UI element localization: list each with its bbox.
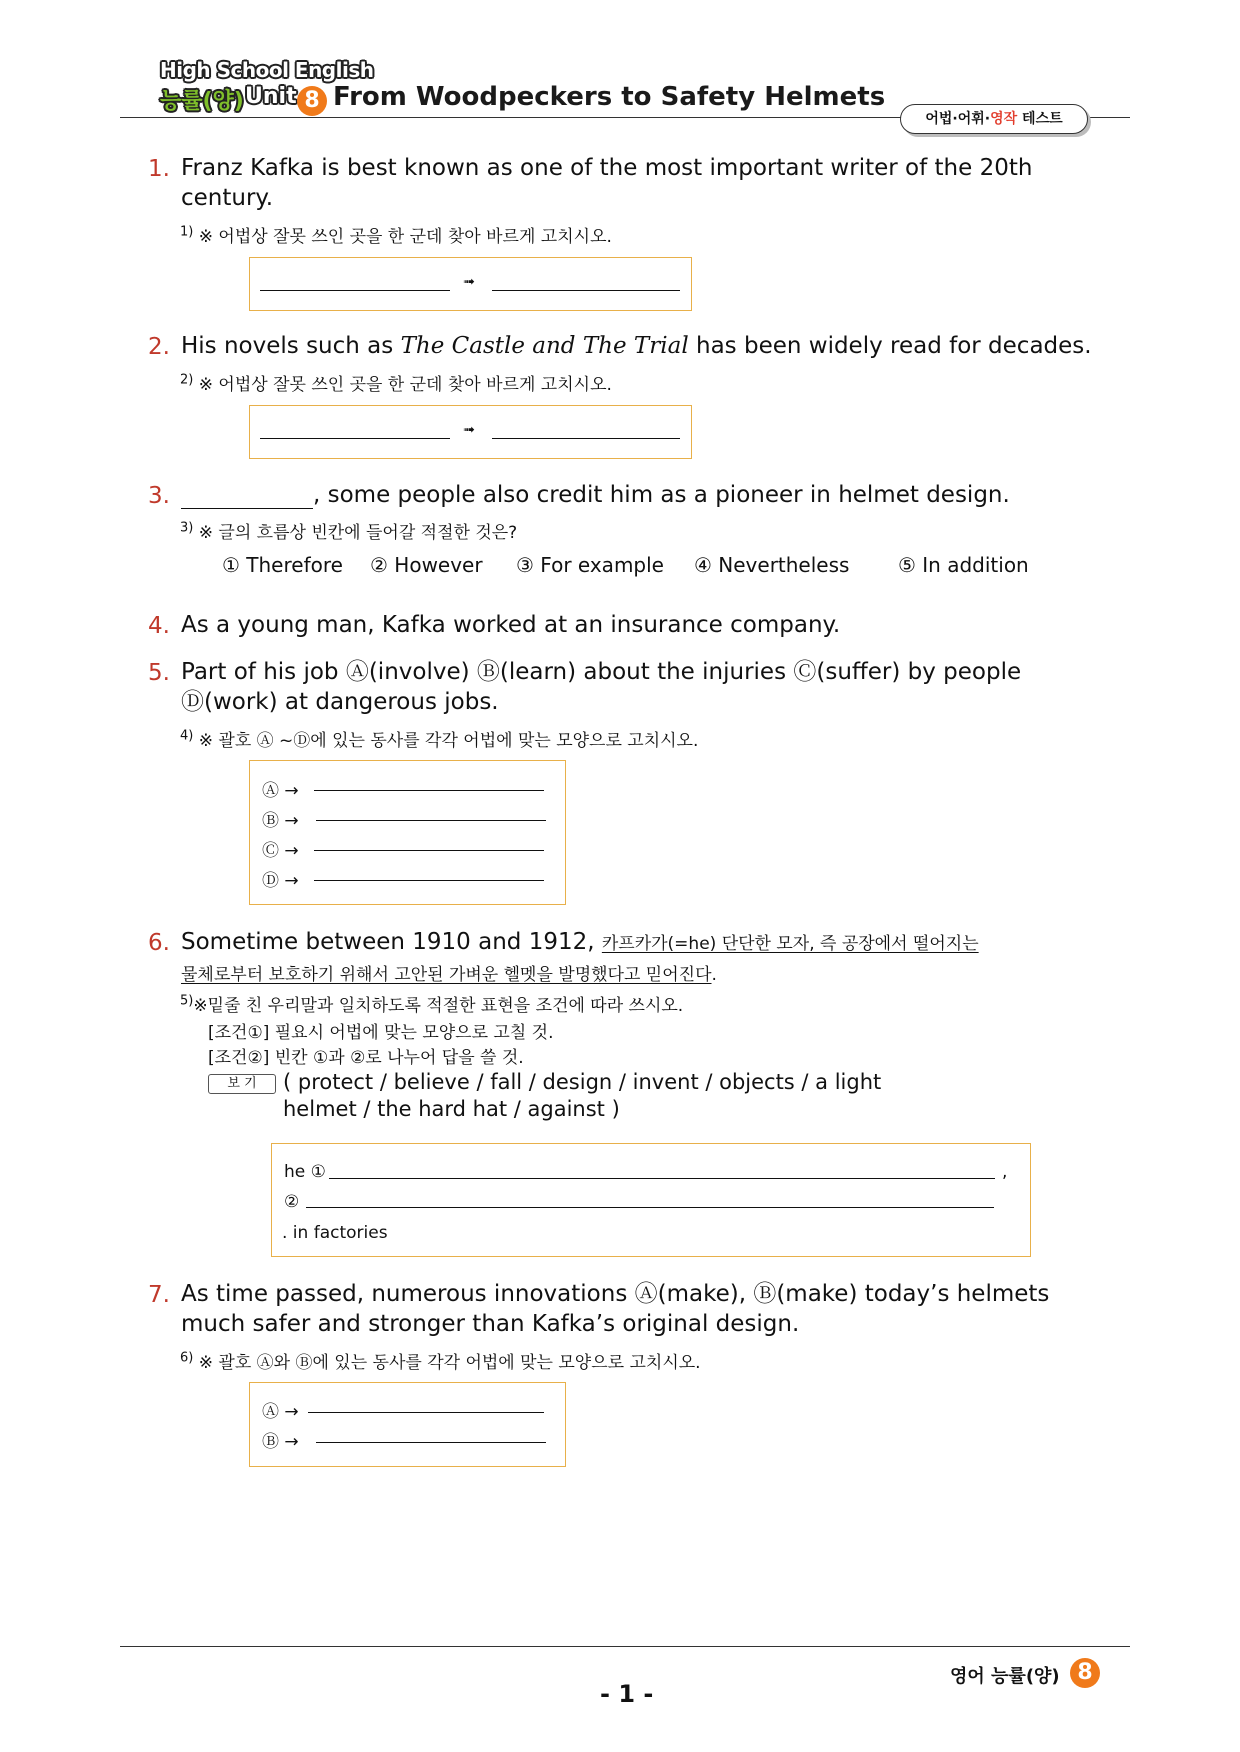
badge-text-1: 어법·어휘· <box>925 111 991 127</box>
q2-answer-box <box>249 405 692 459</box>
q4-number: 4. <box>148 613 170 639</box>
q3-sub-number: 3) <box>180 520 194 536</box>
series-name: High School English <box>160 58 374 82</box>
page-number: - 1 - <box>600 1680 654 1708</box>
q5-instruction-text: ※ 괄호 Ⓐ ~Ⓓ에 있는 동사를 각각 어법에 맞는 모양으로 고치시오. <box>198 731 699 751</box>
footer-divider <box>120 1646 1130 1647</box>
q5-answer-b-label: Ⓑ → <box>262 811 299 831</box>
q4-text: As a young man, Kafka worked at an insurance company. <box>181 612 841 638</box>
q7-sub-number: 6) <box>180 1350 194 1366</box>
q2-text-and: and <box>524 333 583 359</box>
q7-number: 7. <box>148 1282 170 1308</box>
q6-period: . <box>711 965 717 985</box>
q3-number: 3. <box>148 483 170 509</box>
q2-arrow-icon: ➟ <box>463 422 475 438</box>
unit-number-badge: 8 <box>297 86 327 116</box>
q6-answer-1-label: he ① <box>284 1162 326 1182</box>
footer-label: 영어 능률(양) <box>950 1666 1060 1687</box>
q3-option-1[interactable]: ① Therefore <box>222 553 343 577</box>
q2-sub-number: 2) <box>180 372 194 388</box>
q1-correct-blank[interactable] <box>492 274 680 291</box>
q1-number: 1. <box>148 156 170 182</box>
q2-text-after: has been widely read for decades. <box>688 333 1092 359</box>
badge-text-2: 테스트 <box>1017 111 1063 127</box>
q7-answer-a-blank[interactable] <box>308 1396 544 1413</box>
q3-blank[interactable] <box>181 494 313 509</box>
q6-answer-box <box>271 1143 1031 1257</box>
page-title: From Woodpeckers to Safety Helmets <box>333 82 886 112</box>
q2-wrong-blank[interactable] <box>260 422 450 439</box>
q6-condition-2: [조건②] 빈칸 ①과 ②로 나누어 답을 쓸 것. <box>208 1048 524 1068</box>
q5-answer-b-blank[interactable] <box>316 804 546 821</box>
q5-number: 5. <box>148 660 170 686</box>
q1-line1: Franz Kafka is best known as one of the most important writer of the 20th <box>181 155 1033 181</box>
q3-option-2[interactable]: ② However <box>370 553 483 577</box>
q1-instruction-text: ※ 어법상 잘못 쓰인 곳을 한 군데 찾아 바르게 고치시오. <box>198 227 612 247</box>
q6-answer-1-blank[interactable] <box>329 1162 995 1179</box>
q2-number: 2. <box>148 334 170 360</box>
q7-line2: much safer and stronger than Kafka’s original design. <box>181 1311 800 1337</box>
q6-line2 <box>181 960 717 985</box>
q7-answer-b-blank[interactable] <box>316 1426 546 1443</box>
q5-answer-d-blank[interactable] <box>314 864 544 881</box>
q7-instruction-text: ※ 괄호 Ⓐ와 Ⓑ에 있는 동사를 각각 어법에 맞는 모양으로 고치시오. <box>198 1353 701 1373</box>
q3-instruction-text: ※ 글의 흐름상 빈칸에 들어갈 적절한 것은? <box>198 523 518 543</box>
q2-text <box>181 331 1092 361</box>
q7-line1: As time passed, numerous innovations Ⓐ(make), Ⓑ(make) today’s helmets <box>181 1281 1050 1307</box>
q1-sub-number: 1) <box>180 224 194 240</box>
q5-answer-box <box>249 760 566 905</box>
q5-instruction <box>180 726 698 751</box>
q6-answer-2-label: ② <box>284 1192 300 1212</box>
q2-instruction-text: ※ 어법상 잘못 쓰인 곳을 한 군데 찾아 바르게 고치시오. <box>198 375 612 395</box>
q2-title2: The Trial <box>582 333 689 359</box>
q6-answer-tail: . in factories <box>282 1223 388 1243</box>
q5-answer-c-blank[interactable] <box>314 834 544 851</box>
q2-title1: The Castle <box>400 333 525 359</box>
q6-bogi-line2: helmet / the hard hat / against ) <box>283 1097 620 1121</box>
q5-answer-d-label: Ⓓ → <box>262 871 299 891</box>
series-unit-label: Unit <box>245 84 297 109</box>
q3-option-3[interactable]: ③ For example <box>516 553 664 577</box>
q2-text-before: His novels such as <box>181 333 401 359</box>
q7-answer-box <box>249 1382 566 1467</box>
q1-instruction <box>180 222 612 247</box>
q6-instruction <box>180 991 683 1016</box>
q5-answer-c-label: Ⓒ → <box>262 841 299 861</box>
test-type-badge <box>900 104 1088 134</box>
q7-instruction <box>180 1348 701 1373</box>
q5-answer-a-blank[interactable] <box>314 774 544 791</box>
q1-answer-box <box>249 257 692 311</box>
q6-text-en: Sometime between 1910 and 1912, <box>181 929 602 955</box>
q5-sub-number: 4) <box>180 728 194 744</box>
q6-answer-1-comma: , <box>1002 1162 1008 1182</box>
q1-line2: century. <box>181 185 274 211</box>
q1-arrow-icon: ➟ <box>463 274 475 290</box>
q2-correct-blank[interactable] <box>492 422 680 439</box>
q6-text-ko1: 카프카가(=he) 단단한 모자, 즉 공장에서 떨어지는 <box>601 934 979 954</box>
q6-number: 6. <box>148 930 170 956</box>
series-publisher: 능률(양) <box>160 89 244 114</box>
q3-text: , some people also credit him as a pioneer in helmet design. <box>313 482 1010 508</box>
q3-option-5[interactable]: ⑤ In addition <box>898 553 1029 577</box>
q6-sub-number: 5) <box>180 993 194 1009</box>
q6-text-ko2: 물체로부터 보호하기 위해서 고안된 가벼운 헬멧을 발명했다고 믿어진다 <box>181 965 712 985</box>
footer-unit-badge: 8 <box>1070 1658 1100 1688</box>
q1-wrong-blank[interactable] <box>260 274 450 291</box>
q7-answer-b-label: Ⓑ → <box>262 1432 299 1452</box>
q5-answer-a-label: Ⓐ → <box>262 781 299 801</box>
q3-instruction <box>180 518 517 543</box>
q6-bogi-line1: ( protect / believe / fall / design / invent / objects / a light <box>283 1070 882 1094</box>
q6-answer-2-blank[interactable] <box>306 1191 994 1208</box>
q5-line2: Ⓓ(work) at dangerous jobs. <box>181 689 499 715</box>
q6-instruction-text: ※밑줄 친 우리말과 일치하도록 적절한 표현을 조건에 따라 쓰시오. <box>193 996 684 1016</box>
q7-answer-a-label: Ⓐ → <box>262 1402 299 1422</box>
q2-instruction <box>180 370 612 395</box>
q5-line1: Part of his job Ⓐ(involve) Ⓑ(learn) about the injuries Ⓒ(suffer) by people <box>181 659 1022 685</box>
q6-bogi-label: 보 기 <box>208 1074 276 1094</box>
badge-text-accent: 영작 <box>990 111 1018 127</box>
q3-option-4[interactable]: ④ Nevertheless <box>694 553 850 577</box>
q6-line1 <box>181 927 979 959</box>
q6-condition-1: [조건①] 필요시 어법에 맞는 모양으로 고칠 것. <box>208 1023 554 1043</box>
